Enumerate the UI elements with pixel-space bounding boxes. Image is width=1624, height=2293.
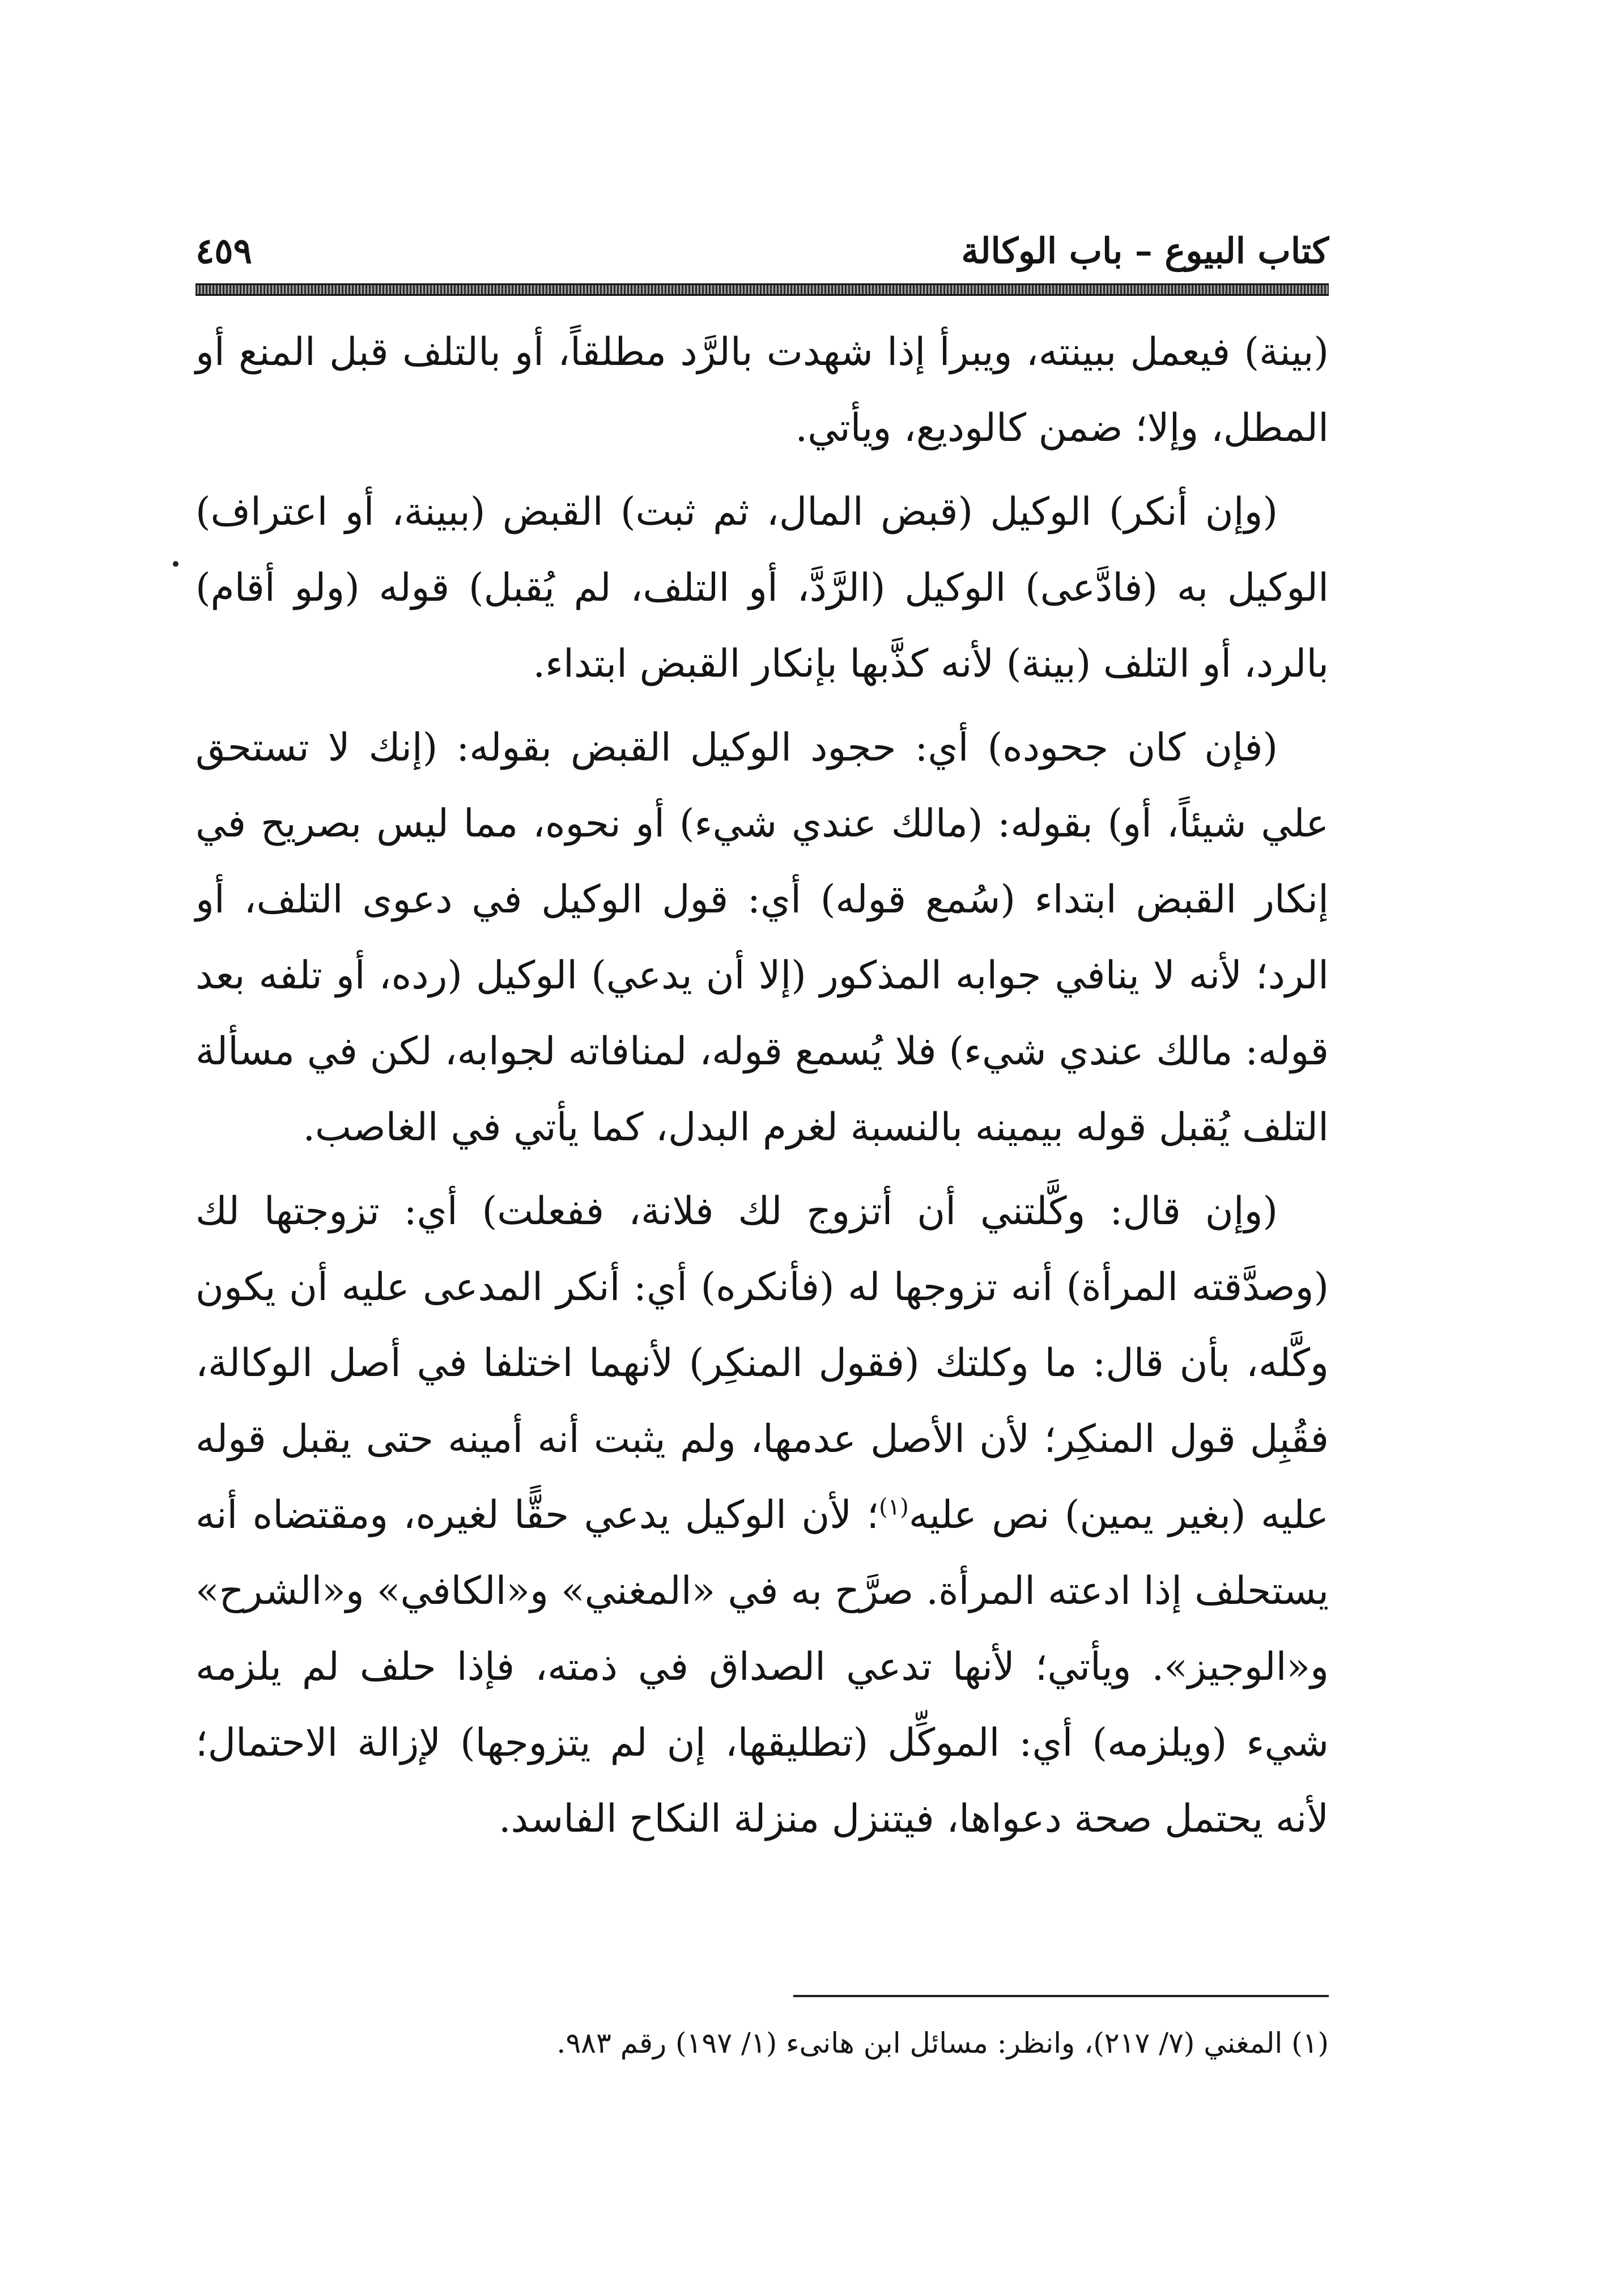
header-rule	[195, 283, 1329, 296]
text-line: (وصدَّقته المرأة) أنه تزوجها له (فأنكره) أي: أنكر المدعى عليه أن يكون	[195, 1265, 1329, 1310]
text-line: اعتراف) الوكيل به (فادَّعى) الوكيل (الرَّدَّ، أو التلف، لم يُقبل) قوله (ولو	[195, 490, 1329, 610]
text-line: يقبل قوله عليه (بغير يمين) نص عليه	[195, 1417, 1329, 1538]
paragraph-4	[195, 1174, 1329, 1857]
footnote-reference: (١)	[879, 1494, 909, 1521]
text-line: لم يلزمه شيء (ويلزمه) أي: الموكِّل (تطليقها، إن لم يتزوجها) لإزالة	[195, 1645, 1329, 1765]
text-line: الوكالة، فقُبِل قول المنكِر؛ لأن الأصل عدمها، ولم يثبت أنه أمينه حتى	[195, 1341, 1329, 1462]
page-number: ٤٥٩	[195, 230, 252, 271]
text-line: (بينة) فيعمل ببينته، ويبرأ إذا شهدت بالرَّد مطلقاً، أو بالتلف قبل المنع	[239, 330, 1329, 375]
text-line: التلف، أو الرد؛ لأنه لا ينافي جوابه المذكور (إلا أن يدعي) الوكيل	[195, 877, 1329, 998]
text-line: وكَّله، بأن قال: ما وكلتك (فقول المنكِر) لأنهما اختلفا في أصل	[328, 1341, 1329, 1386]
text-line: (وإن قال: وكَّلتني أن أتزوج لك فلانة، ففعلت) أي: تزوجتها لك	[195, 1189, 1278, 1234]
paragraph-2	[195, 474, 1329, 702]
running-title: كتاب البيوع – باب الوكالة	[961, 230, 1329, 271]
paragraph-3	[195, 710, 1329, 1166]
footnote-separator	[793, 1995, 1329, 1997]
body-text	[195, 315, 1329, 1865]
stray-mark	[173, 561, 178, 567]
text-line: (وإن أنكر) الوكيل (قبض المال، ثم ثبت) القبض (ببينة، أو	[345, 490, 1278, 534]
page-header	[195, 224, 1329, 278]
text-line: و«الشرح» و«الوجيز». ويأتي؛ لأنها تدعي الصداق في ذمته، فإذا حلف	[195, 1569, 1329, 1689]
text-line: أو المطل، وإلا؛ ضمن كالوديع، ويأتي.	[195, 330, 1329, 451]
paragraph-1	[195, 315, 1329, 466]
text-line: بصريح في إنكار القبض ابتداء (سُمع قوله) أي: قول الوكيل في دعوى	[195, 801, 1329, 922]
text-line: (رده، أو تلفه بعد قوله: مالك عندي شيء) فلا يُسمع قوله، لمنافاته	[195, 953, 1329, 1074]
text-line: يأتي في الغاصب.	[303, 1105, 579, 1150]
text-line: الاحتمال؛ لأنه يحتمل صحة دعواها، فيتنزل منزلة النكاح الفاسد.	[195, 1721, 1329, 1841]
text-line: ؛ لأن الوكيل يدعي حقًّا لغيره،	[403, 1493, 879, 1538]
text-line: (فإن كان جحوده) أي: حجود الوكيل القبض بقوله: (إنك لا	[328, 725, 1278, 770]
text-line: أقام) بالرد، أو التلف (بينة) لأنه كذَّبها بإنكار القبض ابتداء.	[195, 566, 1329, 686]
text-line: لجوابه، لكن في مسألة التلف يُقبل قوله بيمينه بالنسبة لغرم البدل، كما	[195, 1029, 1329, 1150]
footnote: (١) المغني (٧/ ٢١٧)، وانظر: مسائل ابن هانىء (١/ ١٩٧) رقم ٩٨٣.	[556, 2027, 1329, 2060]
text-line: ومقتضاه أنه يستحلف إذا ادعته المرأة. صرَّح به في «المغني» و«الكافي»	[195, 1493, 1329, 1613]
text-line: تستحق علي شيئاً، أو) بقوله: (مالك عندي شيء) أو نحوه، مما ليس	[195, 725, 1329, 846]
